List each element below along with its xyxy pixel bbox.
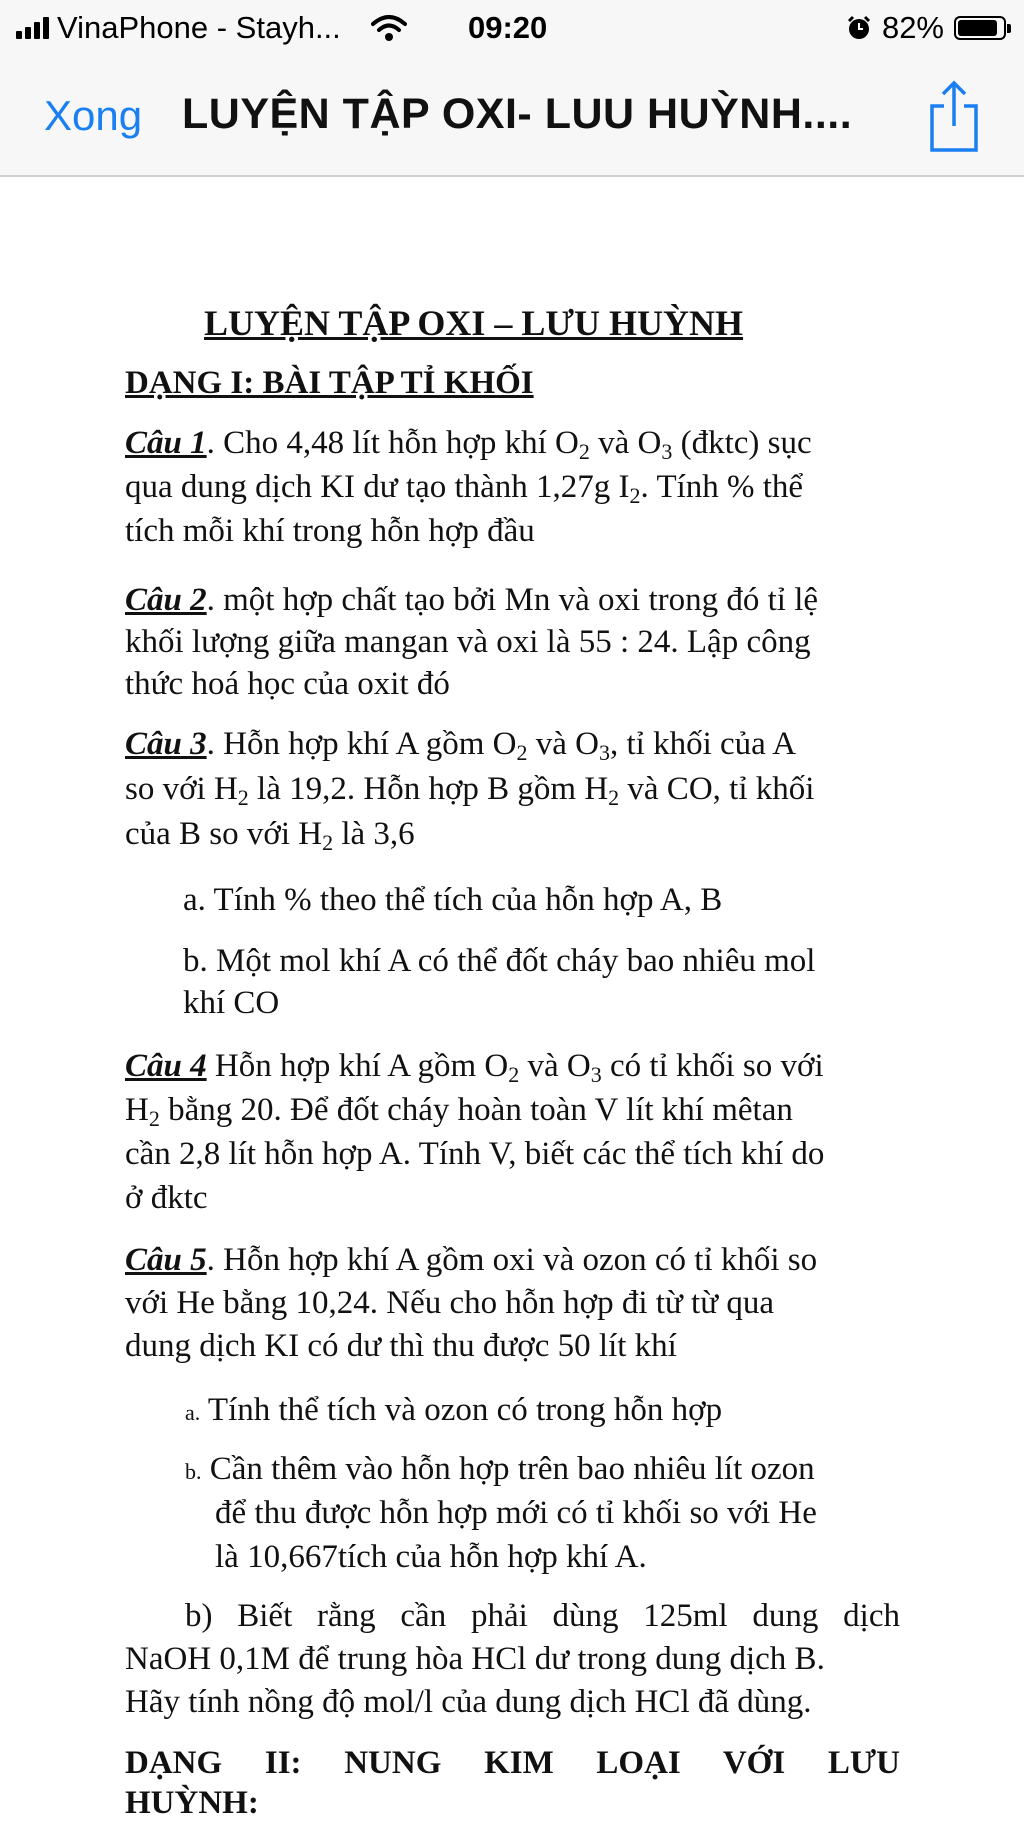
navigation-bar — [0, 58, 1024, 177]
section-1-heading: DẠNG I: BÀI TẬP TỈ KHỐI — [125, 365, 534, 401]
question-4-line-4: ở đktc — [125, 1180, 208, 1216]
extra-paragraph-line-1: b) Biết rằng cần phải dùng 125ml dung dịch — [185, 1598, 900, 1634]
question-5-part-b-line-1: b. Cần thêm vào hỗn hợp trên bao nhiêu lít ozon — [185, 1451, 815, 1487]
question-2-line-2: khối lượng giữa mangan và oxi là 55 : 24. Lập công — [125, 624, 811, 660]
question-3-part-b-line-1: b. Một mol khí A có thể đốt cháy bao nhiêu mol — [183, 943, 816, 979]
question-5-line-2: với He bằng 10,24. Nếu cho hỗn hợp đi từ từ qua — [125, 1285, 774, 1321]
question-1-line-1: Câu 1. Cho 4,48 lít hỗn hợp khí $O_2$ và $O_3$ (đktc) sục — [125, 425, 812, 464]
question-4-line-3: cần 2,8 lít hỗn hợp A. Tính V, biết các thể tích khí do — [125, 1136, 825, 1172]
battery-icon — [954, 16, 1006, 40]
question-5-part-a: a. Tính thể tích và ozon có trong hỗn hợp — [185, 1392, 723, 1428]
question-1-label: Câu 1 — [125, 425, 207, 461]
question-2-label: Câu 2 — [125, 582, 207, 618]
question-5-part-b-line-3: là 10,667tích của hỗn hợp khí A. — [215, 1539, 647, 1575]
question-1-line-3: tích mỗi khí trong hỗn hợp đầu — [125, 513, 535, 549]
question-3-line-3: của B so với $H_2$ là 3,6 — [125, 816, 415, 855]
extra-paragraph-line-2: NaOH 0,1M để trung hòa HCl dư trong dung dịch B. — [125, 1641, 825, 1677]
share-icon[interactable] — [924, 76, 984, 156]
document-title: LUYỆN TẬP OXI- LUU HUỲNH.... — [182, 90, 853, 138]
section-2-heading-line-2: HUỲNH: — [125, 1785, 259, 1821]
question-3-label: Câu 3 — [125, 726, 207, 762]
status-bar — [0, 0, 1024, 58]
question-2-line-3: thức hoá học của oxit đó — [125, 666, 450, 702]
question-5-part-b-line-2: để thu được hỗn hợp mới có tỉ khối so với He — [215, 1495, 817, 1531]
question-5-line-3: dung dịch KI có dư thì thu được 50 lít khí — [125, 1328, 677, 1364]
question-2-line-1: Câu 2. một hợp chất tạo bởi Mn và oxi trong đó tỉ lệ — [125, 582, 819, 618]
question-3-part-a: a. Tính % theo thể tích của hỗn hợp A, B — [183, 882, 723, 918]
question-4-line-2: $H_2$ bằng 20. Để đốt cháy hoàn toàn V lít khí mêtan — [125, 1092, 793, 1131]
question-3-part-b-line-2: khí CO — [183, 985, 280, 1021]
clock: 09:20 — [468, 10, 548, 45]
question-1-line-2: qua dung dịch KI dư tạo thành 1,27g $I_2$. Tính % thể — [125, 469, 804, 508]
signal-icon — [16, 17, 49, 39]
carrier-label: VinaPhone - Stayh... — [57, 10, 341, 45]
alarm-icon — [846, 15, 872, 41]
question-5-label: Câu 5 — [125, 1242, 207, 1278]
extra-paragraph-line-3: Hãy tính nồng độ mol/l của dung dịch HCl đã dùng. — [125, 1684, 812, 1720]
question-4-label: Câu 4 — [125, 1048, 207, 1084]
section-2-heading-line-1: DẠNG II: NUNG KIM LOẠI VỚI LƯU — [125, 1745, 900, 1781]
done-button[interactable]: Xong — [44, 92, 143, 139]
question-5-line-1: Câu 5. Hỗn hợp khí A gồm oxi và ozon có tỉ khối so — [125, 1242, 818, 1278]
question-4-line-1: Câu 4 Hỗn hợp khí A gồm $O_2$ và $O_3$ có tỉ khối so với — [125, 1048, 824, 1087]
wifi-icon — [371, 14, 407, 42]
document-heading: LUYỆN TẬP OXI – LƯU HUỲNH — [204, 303, 744, 343]
document-page — [0, 175, 1024, 1820]
status-right — [846, 10, 1006, 46]
battery-percent: 82% — [881, 10, 944, 45]
question-3-line-1: Câu 3. Hỗn hợp khí A gồm $O_2$ và $O_3$, tỉ khối của A — [125, 726, 797, 765]
question-3-line-2: so với $H_2$ là 19,2. Hỗn hợp B gồm $H_2$ và CO, tỉ khối — [125, 771, 815, 810]
status-left — [16, 10, 407, 46]
